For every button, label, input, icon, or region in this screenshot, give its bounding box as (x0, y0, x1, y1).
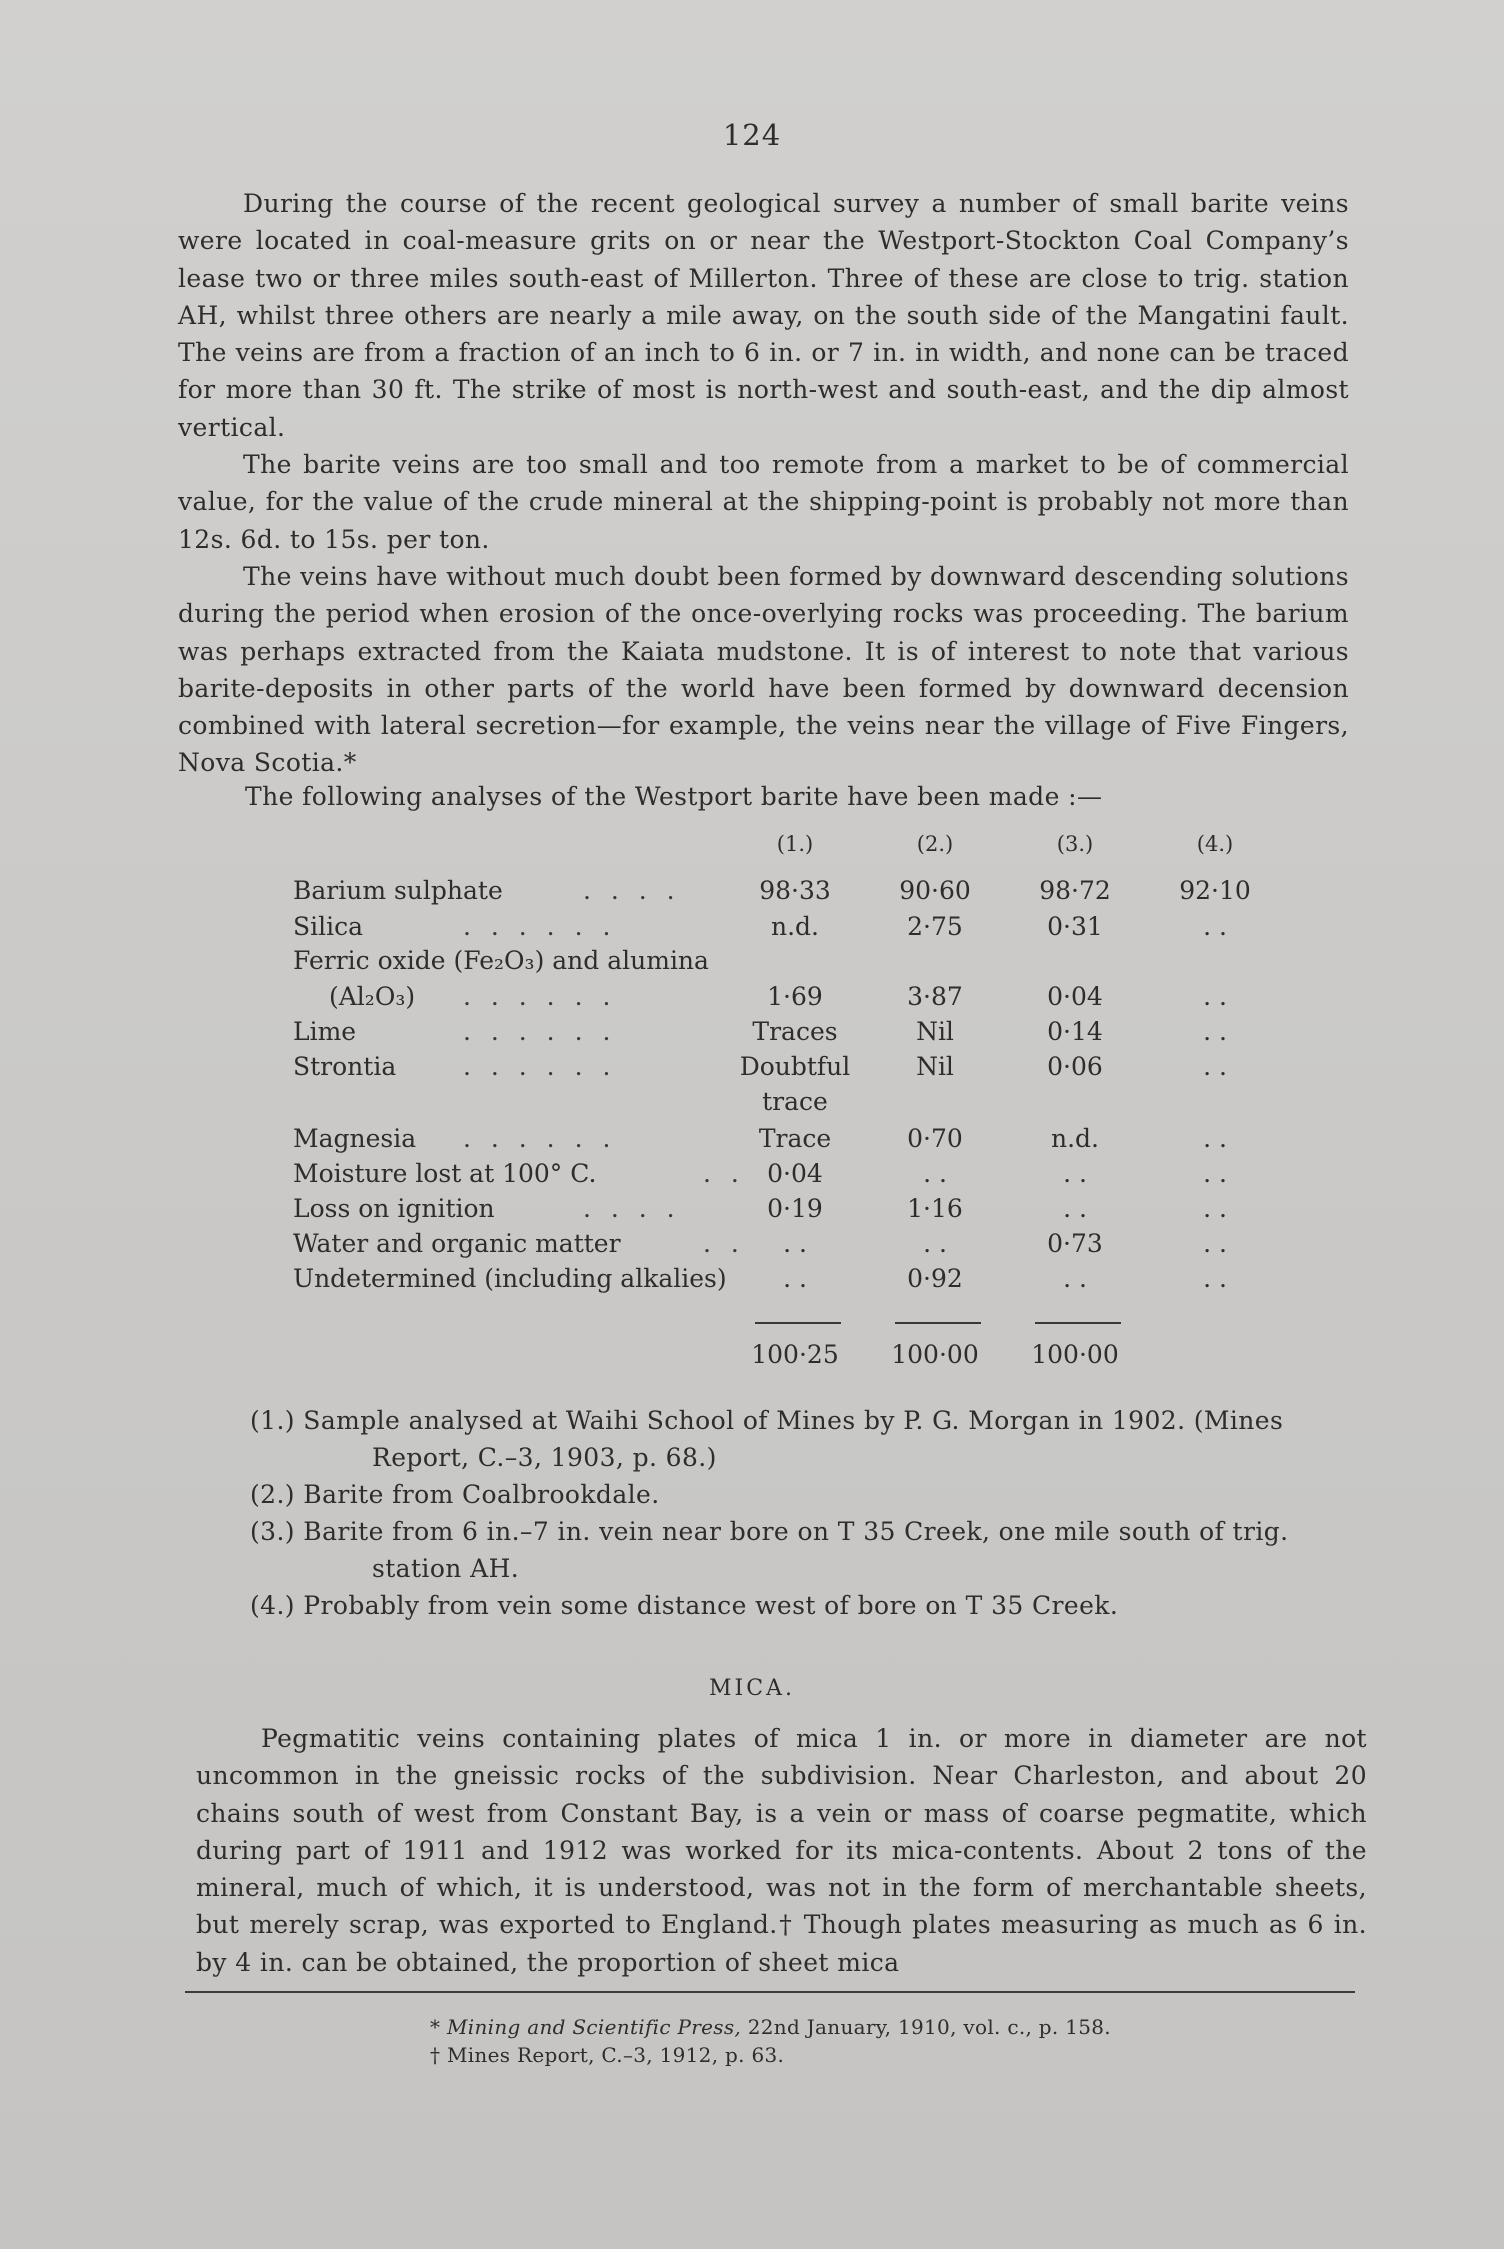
table-row (293, 946, 1263, 980)
row-label: Silica (293, 912, 364, 941)
row-label: Moisture lost at 100° C. (293, 1159, 597, 1188)
leader-dots: . . (703, 1229, 745, 1258)
table-cell: 92·10 (1179, 876, 1251, 905)
footnote-text: 22nd January, 1910, vol. c., p. 158. (741, 2015, 1111, 2039)
table-cell: n.d. (771, 912, 819, 941)
table-row (293, 1017, 1263, 1051)
table-row (293, 1264, 1263, 1298)
table-cell: 1·69 (767, 982, 823, 1011)
table-cell: 0·06 (1047, 1052, 1103, 1081)
table-cell: 90·60 (899, 876, 971, 905)
table-cell: n.d. (1051, 1124, 1099, 1153)
column-header: (3.) (1056, 832, 1094, 856)
footnote-divider (185, 1991, 1355, 1993)
analysis-note: (1.) Sample analysed at Waihi School of Mines by P. G. Morgan in 1902. (Mines Report, C.–3, 1903, p. 68.) (250, 1406, 1284, 1472)
page-number: 124 (722, 118, 782, 152)
paragraph: The barite veins are too small and too remote from a market to be of commercial value, for the value of the crude mineral at the shipping-point is probably not more than 12s. 6d. to 15s. per ton. (178, 450, 1349, 554)
leader-dots: . . . . . . (463, 1052, 617, 1081)
table-cell: . . (1203, 982, 1227, 1011)
table-row (293, 1194, 1263, 1228)
analysis-note: (3.) Barite from 6 in.–7 in. vein near bore on T 35 Creek, one mile south of trig. station AH. (250, 1517, 1289, 1583)
total-cell: 100·25 (751, 1340, 839, 1369)
total-cell: 100·00 (1031, 1340, 1119, 1369)
table-row (293, 1229, 1263, 1263)
column-header: (1.) (776, 832, 814, 856)
table-cell: . . (1203, 1124, 1227, 1153)
page-footnotes (430, 2013, 1111, 2069)
table-cell: 0·73 (1047, 1229, 1103, 1258)
row-label: Lime (293, 1017, 357, 1046)
footnote: † Mines Report, C.–3, 1912, p. 63. (430, 2043, 785, 2067)
table-cell: . . (1203, 1159, 1227, 1188)
leader-dots: . . . . . . (463, 912, 617, 941)
table-cell: 0·04 (1047, 982, 1103, 1011)
table-cell: 3·87 (907, 982, 963, 1011)
table-cell: . . (1203, 1264, 1227, 1293)
intro-text (178, 185, 1349, 782)
table-cell: 2·75 (907, 912, 963, 941)
column-header: (2.) (916, 832, 954, 856)
row-label: Water and organic matter (293, 1229, 621, 1258)
table-cell: . . (1063, 1159, 1087, 1188)
table-cell: 0·92 (907, 1264, 963, 1293)
column-header: (4.) (1196, 832, 1234, 856)
analysis-note: (2.) Barite from Coalbrookdale. (250, 1480, 660, 1509)
footnote-journal: Mining and Scientific Press, (446, 2015, 742, 2039)
table-row (293, 1087, 1263, 1121)
table-cell: . . (783, 1264, 807, 1293)
footnote (430, 2013, 1111, 2041)
analysis-note: (4.) Probably from vein some distance west of bore on T 35 Creek. (250, 1591, 1119, 1620)
table-cell: 98·33 (759, 876, 831, 905)
row-label: Undetermined (including alkalies) (293, 1264, 727, 1293)
table-cell: . . (1063, 1194, 1087, 1223)
total-cell: 100·00 (891, 1340, 979, 1369)
table-cell: Nil (916, 1017, 954, 1046)
table-cell: Doubtful (739, 1052, 851, 1081)
table-cell: 98·72 (1039, 876, 1111, 905)
table-cell: trace (762, 1087, 828, 1116)
table-cell: . . (923, 1159, 947, 1188)
table-cell: Nil (916, 1052, 954, 1081)
sum-rule (755, 1322, 841, 1324)
table-row (293, 982, 1263, 1016)
table-cell: 0·70 (907, 1124, 963, 1153)
table-cell: . . (1203, 1194, 1227, 1223)
table-row (293, 876, 1263, 910)
paragraph: The veins have without much doubt been formed by downward descending solutions during the period when erosion of the once-overlying rocks was proceeding. The barium was perhaps extracted from the Kaiata mudstone. It is of interest to note that various barite-deposits in other parts of the world have been formed by downward decension combined with lateral secretion—for example, the veins near the village of Five Fingers, Nova Scotia.* (178, 561, 1349, 778)
mica-text (196, 1720, 1367, 1981)
leader-dots: . . . . . . (463, 1124, 617, 1153)
table-cell: . . (1063, 1264, 1087, 1293)
table-cell: . . (1203, 912, 1227, 941)
table-row (293, 1124, 1263, 1158)
analysis-notes (250, 1402, 1360, 1624)
leader-dots: . . . . . . (463, 982, 617, 1011)
analyses-intro: The following analyses of the Westport barite have been made :— (245, 782, 1103, 811)
table-row (293, 912, 1263, 946)
table-row (293, 1159, 1263, 1193)
paragraph: During the course of the recent geological survey a number of small barite veins were located in coal-measure grits on or near the Westport-Stockton Coal Company’s lease two or three miles south-east of Millerton. Three of these are close to trig. station AH, whilst three others are nearly a mile away, on the south side of the Mangatini fault. The veins are from a fraction of an inch to 6 in. or 7 in. in width, and none can be traced for more than 30 ft. The strike of most is north-west and south-east, and the dip almost vertical. (178, 189, 1349, 442)
leader-dots: . . . . (583, 876, 681, 905)
sum-rule (1035, 1322, 1121, 1324)
row-label: Barium sulphate (293, 876, 503, 905)
row-label: (Al₂O₃) (329, 982, 416, 1011)
table-cell: 0·14 (1047, 1017, 1103, 1046)
table-cell: 0·04 (767, 1159, 823, 1188)
table-row (293, 1052, 1263, 1086)
table-cell: 0·19 (767, 1194, 823, 1223)
table-cell: . . (1203, 1052, 1227, 1081)
table-cell: . . (1203, 1017, 1227, 1046)
table-cell: 1·16 (907, 1194, 963, 1223)
row-label: Strontia (293, 1052, 397, 1081)
leader-dots: . . . . (583, 1194, 681, 1223)
row-label: Ferric oxide (Fe₂O₃) and alumina (293, 946, 709, 975)
table-cell: . . (1203, 1229, 1227, 1258)
paragraph: Pegmatitic veins containing plates of mica 1 in. or more in diameter are not uncommon in the gneissic rocks of the subdivision. Near Charleston, and about 20 chains south of west from Constant Bay, is a vein or mass of coarse pegmatite, which during part of 1911 and 1912 was worked for its mica-contents. About 2 tons of the mineral, much of which, it is understood, was not in the form of merchantable sheets, but merely scrap, was exported to England.† Though plates measuring as much as 6 in. by 4 in. can be obtained, the proportion of sheet mica (196, 1724, 1367, 1977)
footnote-marker: * (430, 2015, 447, 2039)
sum-rule (895, 1322, 981, 1324)
table-cell: . . (923, 1229, 947, 1258)
section-heading: MICA. (709, 1676, 795, 1701)
row-label: Loss on ignition (293, 1194, 495, 1223)
table-cell: Traces (752, 1017, 838, 1046)
row-label: Magnesia (293, 1124, 417, 1153)
table-cell: . . (783, 1229, 807, 1258)
leader-dots: . . (703, 1159, 745, 1188)
leader-dots: . . . . . . (463, 1017, 617, 1046)
table-cell: Trace (758, 1124, 832, 1153)
table-cell: 0·31 (1047, 912, 1103, 941)
totals-row (293, 1340, 1263, 1374)
